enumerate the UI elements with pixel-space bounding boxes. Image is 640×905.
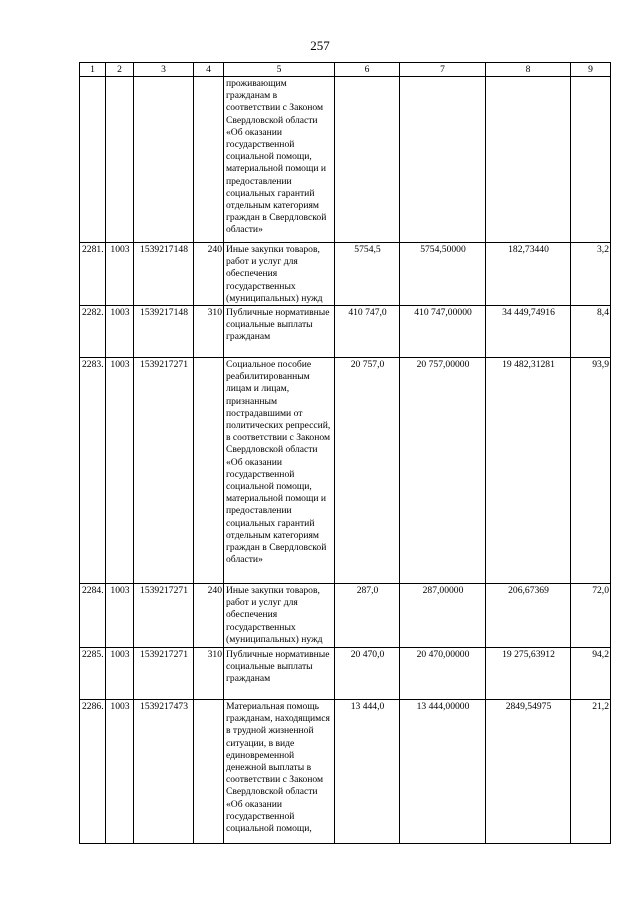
header-row (80, 63, 611, 77)
section-code (106, 77, 134, 243)
row-number (80, 77, 106, 243)
expense-type-code: 310 (194, 648, 224, 700)
column-header: 6 (335, 63, 400, 77)
section-code: 1003 (106, 700, 134, 844)
executed-amount: 2849,54975 (486, 700, 571, 844)
target-item-code: 1539217148 (134, 306, 194, 358)
execution-percent: 94,2 (571, 648, 611, 700)
executed-amount: 34 449,74916 (486, 306, 571, 358)
section-code: 1003 (106, 243, 134, 306)
approved-amount: 410 747,0 (335, 306, 400, 358)
planned-amount: 13 444,00000 (400, 700, 486, 844)
approved-amount: 20 470,0 (335, 648, 400, 700)
execution-percent: 93,9 (571, 358, 611, 584)
section-code: 1003 (106, 648, 134, 700)
target-item-code: 1539217271 (134, 584, 194, 648)
column-header: 7 (400, 63, 486, 77)
planned-amount: 20 470,00000 (400, 648, 486, 700)
row-number: 2282. (80, 306, 106, 358)
target-item-code: 1539217271 (134, 358, 194, 584)
table-row (80, 700, 611, 844)
column-header: 8 (486, 63, 571, 77)
executed-amount: 19 482,31281 (486, 358, 571, 584)
item-description: Социальное пособие реабилитированным лицам и лицам, признанным пострадавшими от политических репрессий, в соответствии с Законом Свердловской области «Об оказании государственной социальной помощи, материальной помощи и предоставлении социальных гарантий отдельным категориям граждан в Свердловской области» (224, 358, 335, 584)
expense-type-code (194, 700, 224, 844)
approved-amount: 287,0 (335, 584, 400, 648)
column-header: 3 (134, 63, 194, 77)
column-header: 9 (571, 63, 611, 77)
approved-amount (335, 77, 400, 243)
expense-type-code: 240 (194, 243, 224, 306)
executed-amount (486, 77, 571, 243)
column-header: 4 (194, 63, 224, 77)
table-row (80, 243, 611, 306)
planned-amount: 287,00000 (400, 584, 486, 648)
target-item-code: 1539217473 (134, 700, 194, 844)
table-row (80, 584, 611, 648)
planned-amount: 5754,50000 (400, 243, 486, 306)
table-row (80, 306, 611, 358)
section-code: 1003 (106, 358, 134, 584)
budget-table (79, 62, 611, 844)
column-header: 5 (224, 63, 335, 77)
row-number: 2284. (80, 584, 106, 648)
page-number: 257 (310, 38, 330, 53)
expense-type-code: 240 (194, 584, 224, 648)
planned-amount: 410 747,00000 (400, 306, 486, 358)
approved-amount: 13 444,0 (335, 700, 400, 844)
item-description: проживающим гражданам в соответствии с Законом Свердловской области «Об оказании государственной социальной помощи, материальной помощи и предоставлении социальных гарантий отдельным категориям граждан в Свердловской области» (224, 77, 335, 243)
table-row (80, 648, 611, 700)
target-item-code: 1539217271 (134, 648, 194, 700)
column-header: 2 (106, 63, 134, 77)
target-item-code (134, 77, 194, 243)
executed-amount: 19 275,63912 (486, 648, 571, 700)
planned-amount (400, 77, 486, 243)
item-description: Публичные нормативные социальные выплаты гражданам (224, 648, 335, 700)
row-number: 2285. (80, 648, 106, 700)
item-description: Иные закупки товаров, работ и услуг для обеспечения государственных (муниципальных) нужд (224, 584, 335, 648)
approved-amount: 20 757,0 (335, 358, 400, 584)
row-number: 2283. (80, 358, 106, 584)
executed-amount: 206,67369 (486, 584, 571, 648)
row-number: 2281. (80, 243, 106, 306)
execution-percent: 8,4 (571, 306, 611, 358)
expense-type-code (194, 77, 224, 243)
item-description: Публичные нормативные социальные выплаты гражданам (224, 306, 335, 358)
item-description: Материальная помощь гражданам, находящимся в трудной жизненной ситуации, в виде единовременной денежной выплаты в соответствии с Законом Свердловской области «Об оказании государственной социальной помощи, (224, 700, 335, 844)
table-row (80, 77, 611, 243)
execution-percent: 21,2 (571, 700, 611, 844)
section-code: 1003 (106, 306, 134, 358)
planned-amount: 20 757,00000 (400, 358, 486, 584)
table-row (80, 358, 611, 584)
execution-percent: 72,0 (571, 584, 611, 648)
section-code: 1003 (106, 584, 134, 648)
executed-amount: 182,73440 (486, 243, 571, 306)
expense-type-code: 310 (194, 306, 224, 358)
expense-type-code (194, 358, 224, 584)
column-header: 1 (80, 63, 106, 77)
target-item-code: 1539217148 (134, 243, 194, 306)
execution-percent: 3,2 (571, 243, 611, 306)
item-description: Иные закупки товаров, работ и услуг для обеспечения государственных (муниципальных) нужд (224, 243, 335, 306)
approved-amount: 5754,5 (335, 243, 400, 306)
row-number: 2286. (80, 700, 106, 844)
execution-percent (571, 77, 611, 243)
